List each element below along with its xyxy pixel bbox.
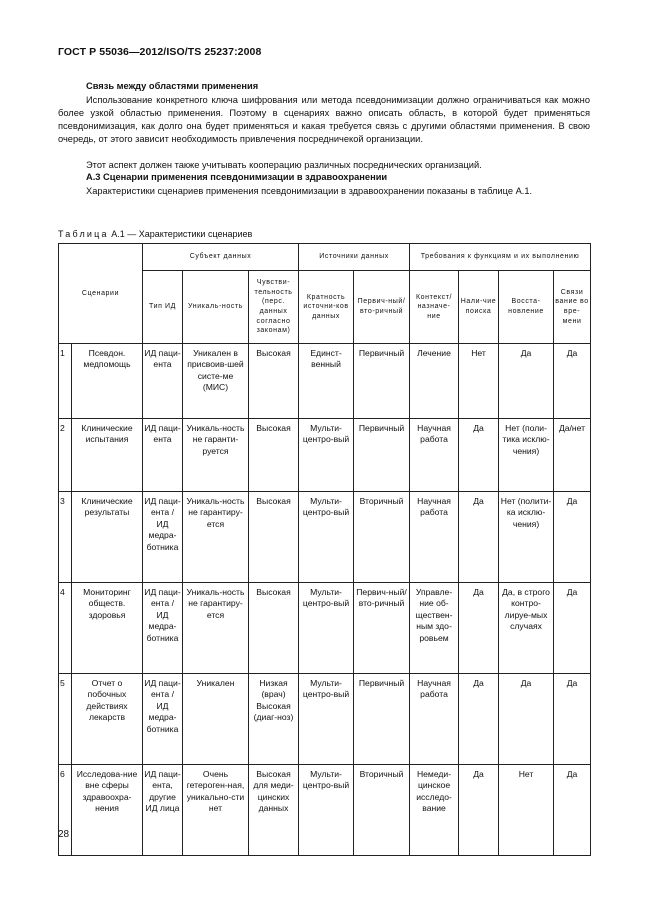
header-uniqueness: Уникаль-ность xyxy=(183,271,249,344)
cell-sensitivity: Высокая для меди-цинских данных xyxy=(249,765,299,856)
header-group-subject: Субъект данных xyxy=(143,244,299,271)
cell-links: Да xyxy=(554,765,591,856)
header-sensitivity: Чувстви-тельность (перс. данных согласно законам) xyxy=(249,271,299,344)
cell-id-type: ИД паци-ента / ИД медра-ботника xyxy=(143,492,183,583)
cell-restore: Да xyxy=(499,344,554,419)
cell-num: 5 xyxy=(59,674,72,765)
header-links: Связи вание во вре-мени xyxy=(554,271,591,344)
section-title-links: Связь между областями применения xyxy=(86,81,259,91)
cell-restore: Нет (полити-ка исклю-чения) xyxy=(499,492,554,583)
cell-context: Научная работа xyxy=(410,674,459,765)
cell-sensitivity: Высокая xyxy=(249,492,299,583)
cell-num: 4 xyxy=(59,583,72,674)
cell-num: 6 xyxy=(59,765,72,856)
cell-search: Да xyxy=(459,419,499,492)
table-row xyxy=(59,583,591,674)
section-title-a3: А.3 Сценарии применения псевдонимизации в здравоохранении xyxy=(86,172,388,182)
table-caption-text: А.1 — Характеристики сценариев xyxy=(111,229,253,239)
paragraph-scope: Использование конкретного ключа шифрования или метода псевдонимизации должно ограничиваться как можно более узкой областью применения. Поэтому в сценариях важно описать область, в которой будет применяться псевдонимизация, как долго она будет применяться и какая требуется связь с другими областями применения. В свою очередь, от этого зависит необходимость привлечения посредничекой организации. xyxy=(58,95,590,144)
cell-primary: Вторичный xyxy=(354,492,410,583)
cell-scenario: Отчет о побочных действиях лекарств xyxy=(72,674,143,765)
cell-sensitivity: Высокая xyxy=(249,583,299,674)
header-group-requirements: Требования к функциям и их выполнению xyxy=(410,244,591,271)
cell-context: Научная работа xyxy=(410,492,459,583)
cell-scenario: Псевдон. медпомощь xyxy=(72,344,143,419)
cell-primary: Первичный xyxy=(354,674,410,765)
table-caption xyxy=(58,229,252,239)
cell-primary: Первич-ный/вто-ричный xyxy=(354,583,410,674)
cell-scenario: Клинические испытания xyxy=(72,419,143,492)
cell-restore: Да xyxy=(499,674,554,765)
cell-restore: Нет (поли-тика исклю-чения) xyxy=(499,419,554,492)
header-id-type: Тип ИД xyxy=(143,271,183,344)
table-row xyxy=(59,419,591,492)
table-body xyxy=(59,344,591,856)
cell-multiplicity: Мульти-центро-вый xyxy=(299,419,354,492)
cell-search: Да xyxy=(459,583,499,674)
cell-links: Да xyxy=(554,674,591,765)
scenarios-table xyxy=(58,243,591,856)
cell-multiplicity: Единст-венный xyxy=(299,344,354,419)
cell-id-type: ИД паци-ента xyxy=(143,344,183,419)
cell-links: Да xyxy=(554,583,591,674)
cell-multiplicity: Мульти-центро-вый xyxy=(299,492,354,583)
cell-num: 3 xyxy=(59,492,72,583)
cell-id-type: ИД паци-ента / ИД медра-ботника xyxy=(143,674,183,765)
table-row xyxy=(59,492,591,583)
cell-context: Управле-ние об-ществен-ным здо-ровьем xyxy=(410,583,459,674)
header-context: Контекст/ назначе-ние xyxy=(410,271,459,344)
cell-scenario: Мониторинг обществ. здоровья xyxy=(72,583,143,674)
cell-id-type: ИД паци-ента / ИД медра-ботника xyxy=(143,583,183,674)
header-multiplicity: Кратность источни-ков данных xyxy=(299,271,354,344)
cell-sensitivity: Низкая (врач) Высокая (диаг-ноз) xyxy=(249,674,299,765)
cell-scenario: Исследова-ние вне сферы здравоохра-нения xyxy=(72,765,143,856)
table-row xyxy=(59,765,591,856)
cell-restore: Нет xyxy=(499,765,554,856)
cell-links: Да/нет xyxy=(554,419,591,492)
paragraph-cooperation: Этот аспект должен также учитывать кооперацию различных посреднических организаций. xyxy=(86,160,482,170)
table-caption-prefix: Таблица xyxy=(58,229,109,239)
cell-uniqueness: Уникаль-ность не гаранти-руется xyxy=(183,419,249,492)
cell-context: Научная работа xyxy=(410,419,459,492)
cell-primary: Вторичный xyxy=(354,765,410,856)
page-number: 28 xyxy=(58,829,70,840)
cell-multiplicity: Мульти-центро-вый xyxy=(299,765,354,856)
cell-restore: Да, в строго контро-лируе-мых случаях xyxy=(499,583,554,674)
paragraph-table-intro: Характеристики сценариев применения псевдонимизации в здравоохранении показаны в таблице А.1. xyxy=(86,186,533,196)
cell-id-type: ИД паци-ента, другие ИД лица xyxy=(143,765,183,856)
header-primary: Первич-ный/вто-ричный xyxy=(354,271,410,344)
cell-sensitivity: Высокая xyxy=(249,344,299,419)
cell-links: Да xyxy=(554,344,591,419)
cell-sensitivity: Высокая xyxy=(249,419,299,492)
cell-uniqueness: Уникален в присвоив-шей систе-ме (МИС) xyxy=(183,344,249,419)
cell-context: Лечение xyxy=(410,344,459,419)
table-row xyxy=(59,674,591,765)
header-restore: Восста-новление xyxy=(499,271,554,344)
header-search: Нали-чие поиска xyxy=(459,271,499,344)
cell-primary: Первичный xyxy=(354,419,410,492)
cell-primary: Первичный xyxy=(354,344,410,419)
document-header: ГОСТ Р 55036—2012/ISO/TS 25237:2008 xyxy=(58,46,262,58)
cell-id-type: ИД паци-ента xyxy=(143,419,183,492)
cell-multiplicity: Мульти-центро-вый xyxy=(299,583,354,674)
table-row xyxy=(59,344,591,419)
header-group-sources: Источники данных xyxy=(299,244,410,271)
cell-search: Нет xyxy=(459,344,499,419)
cell-scenario: Клинические результаты xyxy=(72,492,143,583)
cell-search: Да xyxy=(459,492,499,583)
cell-search: Да xyxy=(459,765,499,856)
cell-num: 2 xyxy=(59,419,72,492)
cell-uniqueness: Очень гетероген-ная, уникально-сти нет xyxy=(183,765,249,856)
cell-context: Немеди-цинское исследо-вание xyxy=(410,765,459,856)
cell-uniqueness: Уникаль-ность не гарантиру-ется xyxy=(183,583,249,674)
cell-num: 1 xyxy=(59,344,72,419)
cell-search: Да xyxy=(459,674,499,765)
header-scenarios: Сценарии xyxy=(59,244,143,344)
cell-multiplicity: Мульти-центро-вый xyxy=(299,674,354,765)
cell-links: Да xyxy=(554,492,591,583)
cell-uniqueness: Уникален xyxy=(183,674,249,765)
cell-uniqueness: Уникаль-ность не гарантиру-ется xyxy=(183,492,249,583)
